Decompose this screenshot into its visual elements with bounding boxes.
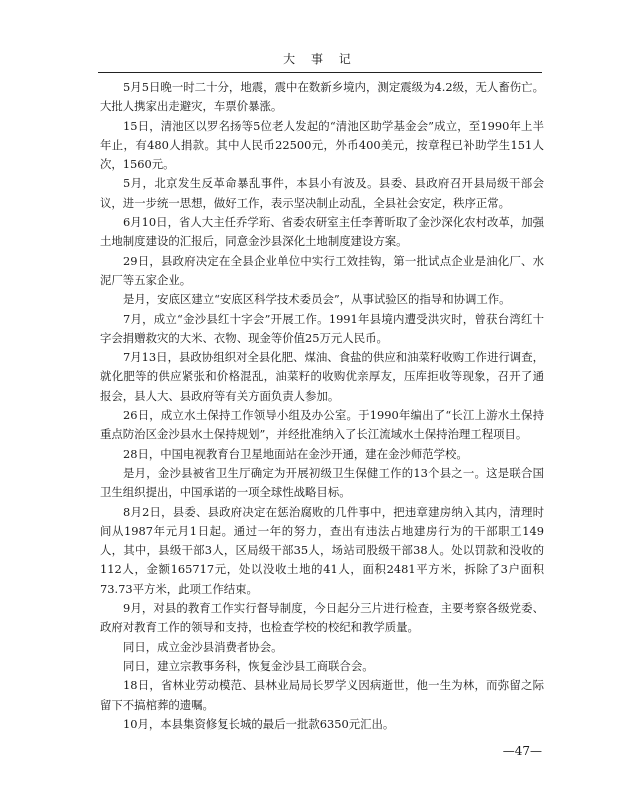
paragraph: 7月，成立“金沙县红十字会”开展工作。1991年县境内遭受洪灾时，曾获台湾红十字会捐赠救灾的大米、衣物、现金等价值25万元人民币。	[100, 311, 544, 345]
header-rule	[98, 72, 542, 73]
paragraph: 28日，中国电视教育台卫星地面站在金沙开通，建在金沙师范学校。	[123, 446, 468, 461]
paragraph: 5月，北京发生反革命暴乱事件，本县小有波及。县委、县政府召开县局级干部会议，进一步统一思想，做好工作，表示坚决制止动乱，全县社会安定，秩序正常。	[100, 176, 544, 210]
paragraph: 7月13日，县政协组织对全县化肥、煤油、食盐的供应和油菜籽收购工作进行调查，就化肥等的供应紧张和价格混乱，油菜籽的收购优亲厚友，压库拒收等现象，召开了通报会，县人大、县政府等有关方面负责人参加。	[100, 350, 544, 403]
paragraph: 15日，清池区以罗名扬等5位老人发起的“清池区助学基金会”成立，至1990年上半年止，有480人捐款。其中人民币22500元，外币400美元，按章程已补助学生151人次，1560元。	[100, 118, 544, 172]
paragraph: 6月10日，省人大主任乔学珩、省委农研室主任李菁昕取了金沙深化农村改革，加强土地制度建设的汇报后，同意金沙县深化土地制度建设方案。	[100, 215, 544, 249]
running-header: 大 事 记	[283, 52, 357, 66]
paragraph: 5月5日晚一时二十分，地震，震中在数新乡境内，测定震级为4.2级，无人畜伤亡。大批人携家出走避灾，车票价暴涨。	[100, 80, 544, 114]
document-body	[100, 78, 544, 734]
paragraph: 18日，省林业劳动模范、县林业局局长罗学义因病逝世，他一生为林，而弥留之际留下不搞棺葬的遗嘱。	[100, 678, 544, 712]
paragraph: 26日，成立水土保持工作领导小组及办公室。于1990年编出了“长江上游水土保持重点防治区金沙县水土保持规划”，并经批准纳入了长江流域水土保持治理工程项目。	[100, 408, 544, 442]
paragraph: 8月2日，县委、县政府决定在惩治腐败的几件事中，把违章建房纳入其内，清理时间从1987年元月1日起。通过一年的努力，查出有违法占地建房行为的干部职工149人，其中，县级干部3人，区局级干部35人，场站司股级干部38人。处以罚款和没收的112人，金额165717元，处以没收土地的41人，面积2481平方米，拆除了3户面积73.73平方米，此项工作结束。	[100, 504, 544, 596]
paragraph: 29日，县政府决定在全县企业单位中实行工效挂钩，第一批试点企业是油化厂、水泥厂等五家企业。	[100, 253, 544, 287]
paragraph: 10月，本县集资修复长城的最后一批款6350元汇出。	[123, 716, 395, 731]
paragraph: 同日，建立宗教事务科，恢复金沙县工商联合会。	[123, 658, 374, 673]
paragraph: 同日，成立金沙县消费者协会。	[123, 639, 283, 654]
page-number: —47—	[502, 744, 542, 758]
paragraph: 是月，安底区建立“安底区科学技术委员会”，从事试验区的指导和协调工作。	[123, 292, 511, 307]
paragraph: 是月，金沙县被省卫生厅确定为开展初级卫生保健工作的13个县之一。这是联合国卫生组织提出，中国承诺的一项全球性战略目标。	[100, 465, 544, 500]
paragraph: 9月，对县的教育工作实行督导制度，今日起分三片进行检查，主要考察各级党委、政府对教育工作的领导和支持，也检查学校的校纪和教学质量。	[100, 601, 544, 635]
